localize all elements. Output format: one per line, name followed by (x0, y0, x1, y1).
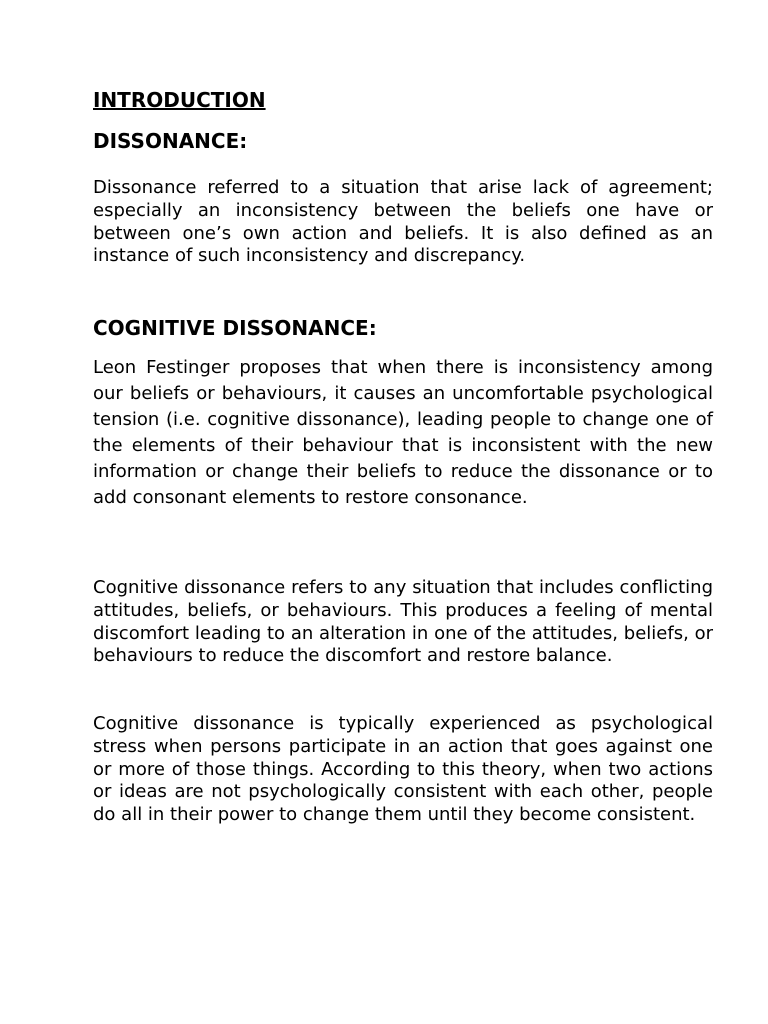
psychological-stress-paragraph: Cognitive dissonance is typically experienced as psychological stress when persons participate in an action that goes against one or more of those things. According to this theory, when two actions or ideas are not psychologically consistent with each other, people do all in their power to change them until they become consistent. (93, 713, 713, 826)
introduction-heading: INTRODUCTION (93, 88, 266, 112)
dissonance-paragraph: Dissonance referred to a situation that arise lack of agreement; especially an inconsistency between the beliefs one have or between one’s own action and beliefs. It is also defined as an instance of such inconsistency and discrepancy. (93, 177, 713, 267)
cognitive-dissonance-heading: COGNITIVE DISSONANCE: (93, 316, 377, 340)
dissonance-heading: DISSONANCE: (93, 129, 248, 153)
festinger-paragraph: Leon Festinger proposes that when there is inconsistency among our beliefs or behaviours, it causes an uncomfortable psychological tension (i.e. cognitive dissonance), leading people to change one of the elements of their behaviour that is inconsistent with the new information or change their beliefs to reduce the dissonance or to add consonant elements to restore consonance. (93, 357, 713, 508)
cognitive-dissonance-definition-paragraph: Cognitive dissonance refers to any situation that includes conflicting attitudes, beliefs, or behaviours. This produces a feeling of mental discomfort leading to an alteration in one of the attitudes, beliefs, or behaviours to reduce the discomfort and restore balance. (93, 577, 713, 667)
